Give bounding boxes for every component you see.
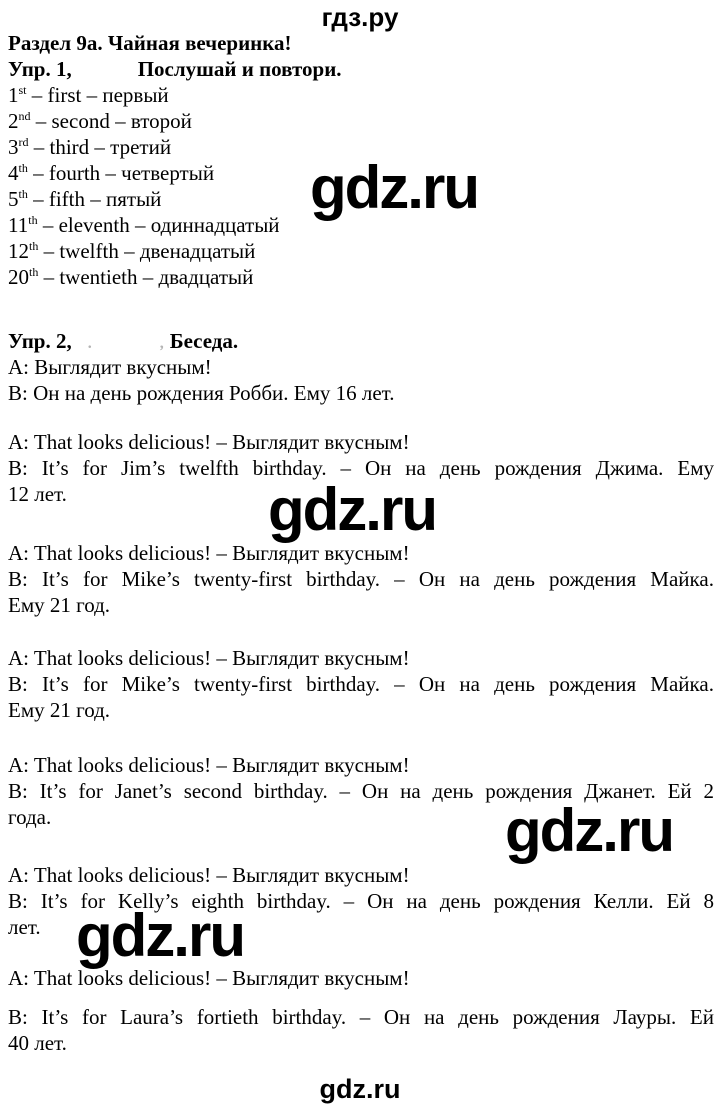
dialog-line-b2: лет. <box>8 915 41 939</box>
dialog-mike-1 <box>8 540 714 618</box>
footer-site-watermark: gdz.ru <box>319 1074 401 1104</box>
ordinal-translation: – twelfth – двенадцатый <box>43 239 256 263</box>
ordinal-number: 4 <box>8 161 19 185</box>
erased-mark: , <box>159 335 164 352</box>
ordinal-number: 3 <box>8 135 19 159</box>
header-site-watermark: гдз.ру <box>321 2 399 32</box>
dialog-line-a: A: That looks delicious! – Выглядит вкусным! <box>8 753 410 777</box>
ordinal-item <box>8 264 714 290</box>
ordinal-translation: – eleventh – одиннадцатый <box>42 213 280 237</box>
ordinal-translation: – first – первый <box>31 83 169 107</box>
ordinal-number: 11 <box>8 213 29 237</box>
exercise1-label: Упр. 1, <box>8 57 72 81</box>
ordinal-number: 1 <box>8 83 19 107</box>
ordinal-suffix: th <box>18 161 28 175</box>
dialog-intro <box>8 354 714 406</box>
ordinal-translation: – second – второй <box>35 109 192 133</box>
dialog-line-b2: Ему 21 год. <box>8 593 111 617</box>
dialog-line-b2: 40 лет. <box>8 1031 67 1055</box>
ordinal-number: 2 <box>8 109 19 133</box>
gdz-watermark-4: gdz.ru <box>76 902 244 969</box>
dialog-line-b1: B: It’s for Mike’s twenty-first birthday. – Он на день рождения Майка. <box>8 567 714 591</box>
dialog-laura-line-a: A: That looks delicious! – Выглядит вкусным! <box>8 966 410 990</box>
ordinal-suffix: rd <box>18 135 29 149</box>
ordinal-translation: – fourth – четвертый <box>33 161 215 185</box>
dialog-line-a: A: That looks delicious! – Выглядит вкусным! <box>8 863 410 887</box>
dialog-line-b: В: Он на день рождения Робби. Ему 16 лет. <box>8 381 395 405</box>
dialog-line-b1: B: It’s for Jim’s twelfth birthday. – Он на день рождения Джима. Ему <box>8 456 714 480</box>
dialog-line-a: A: That looks delicious! – Выглядит вкусным! <box>8 430 410 454</box>
dialog-laura <box>8 1004 714 1056</box>
ordinal-item <box>8 82 714 108</box>
section-title: Раздел 9а. Чайная вечеринка! <box>8 31 292 55</box>
ordinal-suffix: st <box>18 83 27 97</box>
ordinal-suffix: th <box>28 213 38 227</box>
dialog-line-b2: Ему 21 год. <box>8 698 111 722</box>
exercise2-instruction: Беседа. <box>169 329 239 353</box>
gdz-watermark-2: gdz.ru <box>268 476 436 543</box>
ordinal-number: 12 <box>8 239 29 263</box>
exercise1-heading <box>8 56 714 82</box>
exercise2-heading <box>8 328 714 357</box>
erased-mark: . <box>87 335 92 352</box>
ordinal-suffix: th <box>29 265 39 279</box>
ordinal-number: 5 <box>8 187 19 211</box>
dialog-line-b1: B: It’s for Mike’s twenty-first birthday. – Он на день рождения Майка. <box>8 672 714 696</box>
dialog-line-a: A: That looks delicious! – Выглядит вкусным! <box>8 646 410 670</box>
ordinal-number: 20 <box>8 265 29 289</box>
exercise1-instruction: Послушай и повтори. <box>137 57 342 81</box>
ordinal-suffix: th <box>18 187 28 201</box>
dialog-line-b1: B: It’s for Janet’s second birthday. – Он на день рождения Джанет. Ей 2 <box>8 779 714 803</box>
dialog-line-b2: 12 лет. <box>8 482 67 506</box>
gdz-watermark-1: gdz.ru <box>310 154 478 221</box>
ordinal-suffix: th <box>29 239 39 253</box>
ordinal-item <box>8 108 714 134</box>
ordinal-suffix: nd <box>18 109 31 123</box>
gdz-watermark-3: gdz.ru <box>505 797 673 864</box>
dialog-line-a: А: Выглядит вкусным! <box>8 355 212 379</box>
dialog-line-b1: B: It’s for Laura’s fortieth birthday. – Он на день рождения Лауры. Ей <box>8 1005 714 1029</box>
ordinal-translation: – fifth – пятый <box>33 187 162 211</box>
ordinal-item <box>8 238 714 264</box>
dialog-line-a: A: That looks delicious! – Выглядит вкусным! <box>8 541 410 565</box>
ordinal-translation: – third – третий <box>33 135 172 159</box>
dialog-line-b1: B: It’s for Kelly’s eighth birthday. – Он на день рождения Келли. Ей 8 <box>8 889 714 913</box>
exercise2-label: Упр. 2, <box>8 329 72 353</box>
ordinal-translation: – twentieth – двадцатый <box>43 265 254 289</box>
dialog-line-b2: года. <box>8 805 52 829</box>
dialog-mike-2 <box>8 645 714 723</box>
